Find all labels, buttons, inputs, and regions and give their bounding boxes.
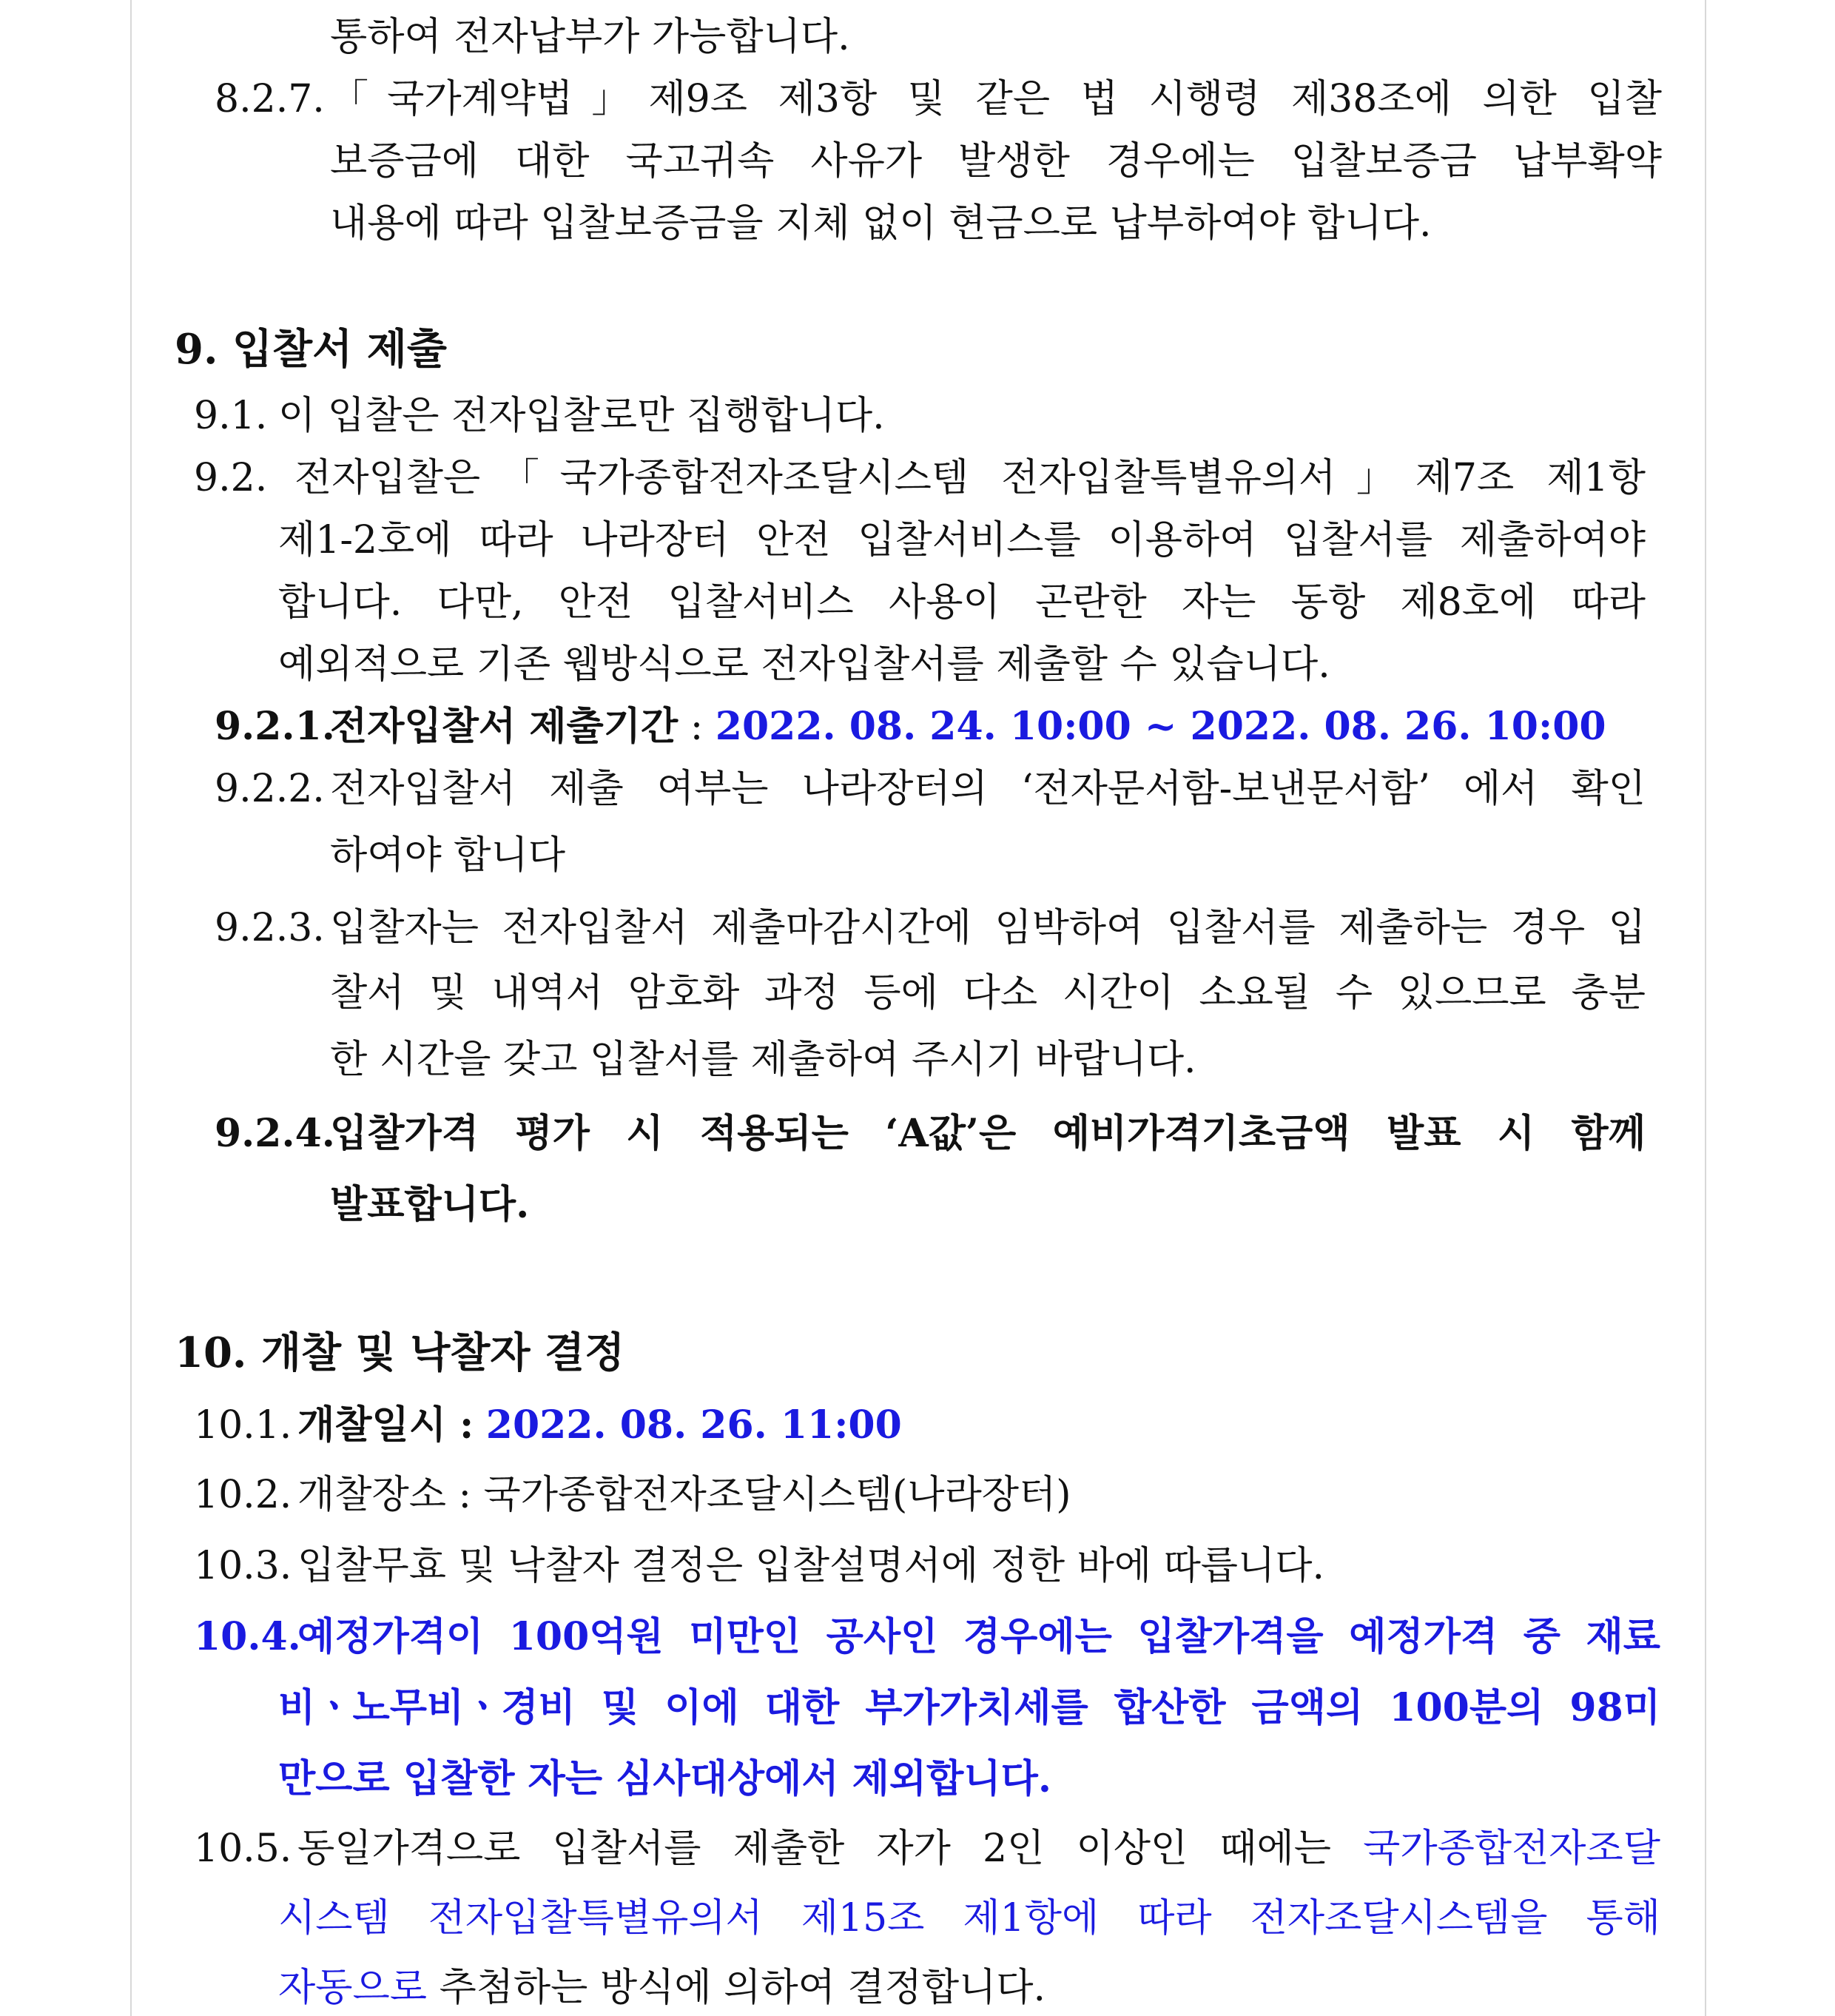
clause-10-4-line-1: 예정가격이 100억원 미만인 공사인 경우에는 입찰가격을 예정가격 중 재료 [297,1614,1660,1659]
clause-9-2-line-4: 예외적으로 기존 웹방식으로 전자입찰서를 제출할 수 있습니다. [278,642,1330,687]
clause-number-9-1: 9.1. [194,394,268,438]
clause-10-4-line-2: 비ㆍ노무비ㆍ경비 및 이에 대한 부가가치세를 합산한 금액의 100분의 98미 [278,1685,1660,1730]
clause-9-2-3-line-3: 한 시간을 갖고 입찰서를 제출하여 주시기 바랍니다. [330,1038,1196,1082]
clause-9-2-4-line-2: 발표합니다. [330,1182,530,1227]
clause-number-9-2: 9.2. [194,456,268,500]
clause-9-2-1-line [330,703,1606,750]
continued-text: 통하여 전자납부가 가능합니다. [330,15,850,59]
clause-9-2-3-line-2: 찰서 및 내역서 암호화 과정 등에 다소 시간이 소요될 수 있으므로 충분 [330,971,1646,1015]
section-9-heading: 9. 입찰서 제출 [175,325,447,374]
bid-period-separator: : [678,705,716,749]
clause-8-2-7-line-3: 내용에 따라 입찰보증금을 지체 없이 현금으로 납부하여야 합니다. [330,201,1432,246]
clause-number-10-1: 10.1. [194,1403,292,1448]
clause-9-1-text: 이 입찰은 전자입찰로만 집행합니다. [278,394,885,438]
clause-10-5-line-3 [278,1964,1046,2012]
clause-number-9-2-3: 9.2.3. [215,906,325,950]
clause-8-2-7-line-1: 「국가계약법」제9조 제3항 및 같은 법 시행령 제38조에 의한 입찰 [330,77,1662,121]
bid-period-label: 전자입찰서 제출기간 [330,704,679,749]
opening-datetime-value: 2022. 08. 26. 11:00 [485,1402,902,1448]
clause-10-4-line-3: 만으로 입찰한 자는 심사대상에서 제외합니다. [278,1756,1051,1801]
clause-10-2-text: 개찰장소 : 국가종합전자조달시스템(나라장터) [297,1473,1071,1517]
clause-9-2-2-line-1: 전자입찰서 제출 여부는 나라장터의 ‘전자문서함-보낸문서함’ 에서 확인 [330,767,1646,811]
clause-9-2-3-line-1: 입찰자는 전자입찰서 제출마감시간에 임박하여 입찰서를 제출하는 경우 입 [330,906,1646,950]
clause-number-10-2: 10.2. [194,1473,292,1517]
clause-number-10-5: 10.5. [194,1827,292,1871]
clause-10-5-line-3-plain: 추첨하는 방식에 의하여 결정합니다. [439,1966,1046,2010]
clause-number-10-4: 10.4. [194,1614,301,1659]
clause-10-5-line-2: 시스템 전자입찰특별유의서 제15조 제1항에 따라 전자조달시스템을 통해 [278,1896,1660,1941]
clause-number-10-3: 10.3. [194,1544,292,1588]
clause-number-9-2-2: 9.2.2. [215,767,325,811]
clause-10-1-line [297,1402,902,1449]
opening-datetime-label: 개찰일시 : [297,1402,474,1448]
clause-10-5-line-1-plain: 동일가격으로 입찰서를 제출한 자가 2인 이상인 때에는 [297,1827,1331,1871]
clause-10-3-text: 입찰무효 및 낙찰자 결정은 입찰설명서에 정한 바에 따릅니다. [297,1544,1325,1588]
clause-number-8-2-7: 8.2.7. [215,77,325,121]
clause-10-5-line-1-highlight: 국가종합전자조달 [1363,1827,1660,1871]
clause-8-2-7-line-2: 보증금에 대한 국고귀속 사유가 발생한 경우에는 입찰보증금 납부확약 [330,139,1662,184]
clause-9-2-line-2: 제1-2호에 따라 나라장터 안전 입찰서비스를 이용하여 입찰서를 제출하여야 [278,518,1646,562]
bid-period-value: 2022. 08. 24. 10:00 ~ 2022. 08. 26. 10:00 [715,704,1606,749]
clause-9-2-2-line-2: 하여야 합니다 [330,833,565,878]
clause-number-9-2-1: 9.2.1. [215,704,335,749]
clause-9-2-line-1: 전자입찰은「국가종합전자조달시스템 전자입찰특별유의서」제7조 제1항 [294,456,1646,500]
clause-9-2-4-line-1: 입찰가격 평가 시 적용되는 ‘A값’은 예비가격기초금액 발표 시 함께 [330,1111,1646,1156]
section-10-heading: 10. 개찰 및 낙찰자 결정 [175,1328,625,1377]
clause-10-5-line-3-highlight: 자동으로 [278,1966,427,2010]
clause-10-5-line-1 [297,1825,1660,1872]
clause-9-2-line-3: 합니다. 다만, 안전 입찰서비스 사용이 곤란한 자는 동항 제8호에 따라 [278,580,1646,625]
clause-number-9-2-4: 9.2.4. [215,1111,335,1156]
